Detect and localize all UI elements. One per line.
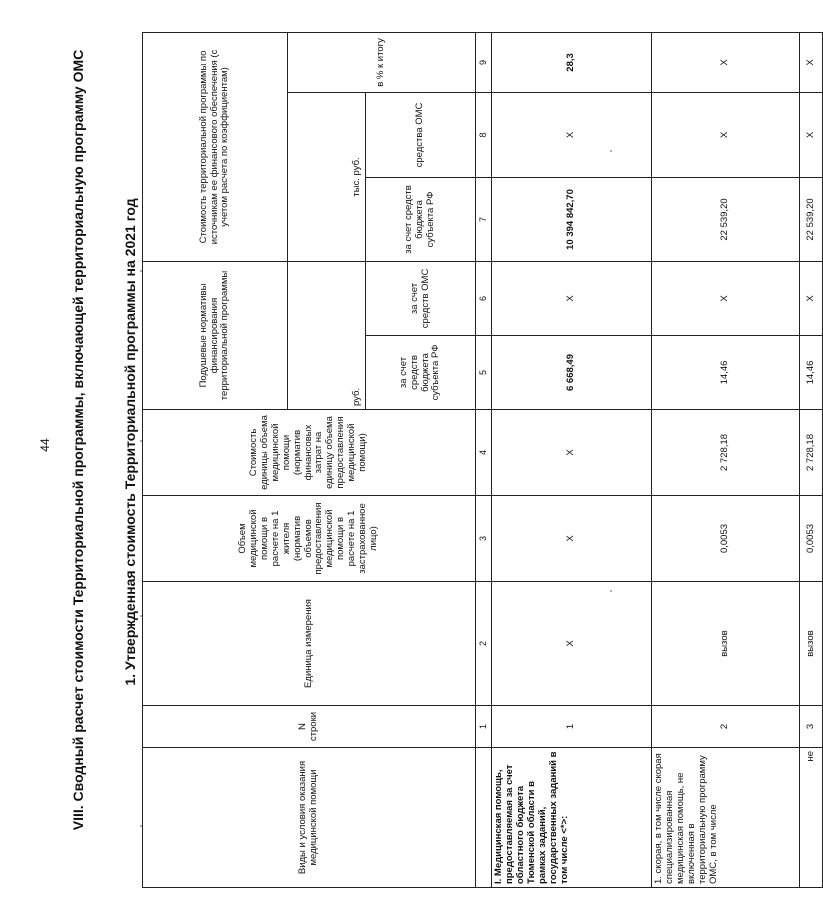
- row-total-percent: X: [652, 32, 800, 92]
- column-number: 8: [476, 92, 492, 177]
- column-number: 1: [476, 706, 492, 748]
- table-row: [492, 32, 652, 887]
- header-types: Виды и условия оказания медицинской помощи: [143, 748, 476, 888]
- column-number: 4: [476, 410, 492, 496]
- row-total-percent: X: [800, 32, 823, 92]
- row-total-oms: X: [492, 92, 652, 177]
- row-total-percent: 28,3: [492, 32, 652, 92]
- table-row: [652, 32, 800, 887]
- row-number: 1: [492, 706, 652, 748]
- row-label: I. Медицинская помощь, предоставляемая за счет областного бюджета Тюменской области в рамках заданий, государственных заданий в том числе <*>:: [492, 748, 652, 888]
- column-number: [476, 748, 492, 888]
- header-per-capita: Подушевые нормативы финансирования территориальной программы: [143, 261, 288, 409]
- header-total-percent: в % к итогу: [288, 32, 476, 92]
- header-total-cost: Стоимость территориальной программы по источникам ее финансового обеспечения (с учетом расчета по коэффициентам): [143, 32, 288, 261]
- row-per-capita-oms: X: [492, 261, 652, 335]
- header-per-capita-unit: руб.: [288, 261, 366, 409]
- table-row: [800, 32, 823, 887]
- column-number: 2: [476, 582, 492, 706]
- row-unit-cost: X: [492, 410, 652, 496]
- row-volume: 0,0053: [652, 496, 800, 582]
- row-per-capita-budget: 14,46: [652, 336, 800, 410]
- row-label: 1. скорая, в том числе скорая специализированная медицинская помощь, не включенная в территориальную программу ОМС, в том числе: [652, 748, 800, 888]
- row-per-capita-budget: 6 668,49: [492, 336, 652, 410]
- row-volume: X: [492, 496, 652, 582]
- header-unit: Единица измерения: [143, 582, 476, 706]
- row-volume: 0,0053: [800, 496, 823, 582]
- header-total-oms: средства ОМС: [366, 92, 476, 177]
- column-number: 9: [476, 32, 492, 92]
- header-volume: Объем медицинской помощи в расчете на 1 жителя (норматив объемов предоставления медицинской помощи в расчете на 1 застрахованное лицо): [143, 496, 476, 582]
- header-row-number: N строки: [143, 706, 476, 748]
- cost-table: [142, 33, 816, 888]
- header-per-capita-budget: за счет средств бюджета субъекта РФ: [366, 336, 476, 410]
- header-unit-cost: Стоимость единицы объема медицинской помощи (норматив финансовых затрат на единицу объема предоставления медицинской помощи): [143, 410, 476, 496]
- row-number: 2: [652, 706, 800, 748]
- header-per-capita-oms: за счет средств ОМС: [366, 261, 476, 335]
- document-title: VIII. Сводный расчет стоимости Территориальной программы, включающей территориальную программу ОМС: [70, 49, 86, 831]
- page-number: 44: [38, 438, 52, 452]
- column-number: 6: [476, 261, 492, 335]
- row-unit: X: [492, 582, 652, 706]
- row-unit: вызов: [800, 582, 823, 706]
- header-total-budget: за счет средств бюджета субъекта РФ: [366, 177, 476, 261]
- row-total-budget: 22 539,20: [652, 177, 800, 261]
- column-number: 3: [476, 496, 492, 582]
- header-total-unit: тыс. руб.: [288, 92, 366, 261]
- row-per-capita-oms: X: [800, 261, 823, 335]
- row-unit-cost: 2 728,18: [800, 410, 823, 496]
- row-total-budget: 22 539,20: [800, 177, 823, 261]
- column-number: 5: [476, 336, 492, 410]
- row-number: 3: [800, 706, 823, 748]
- row-unit-cost: 2 728,18: [652, 410, 800, 496]
- row-total-oms: X: [800, 92, 823, 177]
- row-unit: вызов: [652, 582, 800, 706]
- column-number: 7: [476, 177, 492, 261]
- row-per-capita-budget: 14,46: [800, 336, 823, 410]
- row-total-oms: X: [652, 92, 800, 177]
- row-label: не: [800, 748, 823, 888]
- row-total-budget: 10 394 842,70: [492, 177, 652, 261]
- row-per-capita-oms: X: [652, 261, 800, 335]
- document-subtitle: 1. Утвержденная стоимость Территориальной программы на 2021 год: [122, 198, 138, 686]
